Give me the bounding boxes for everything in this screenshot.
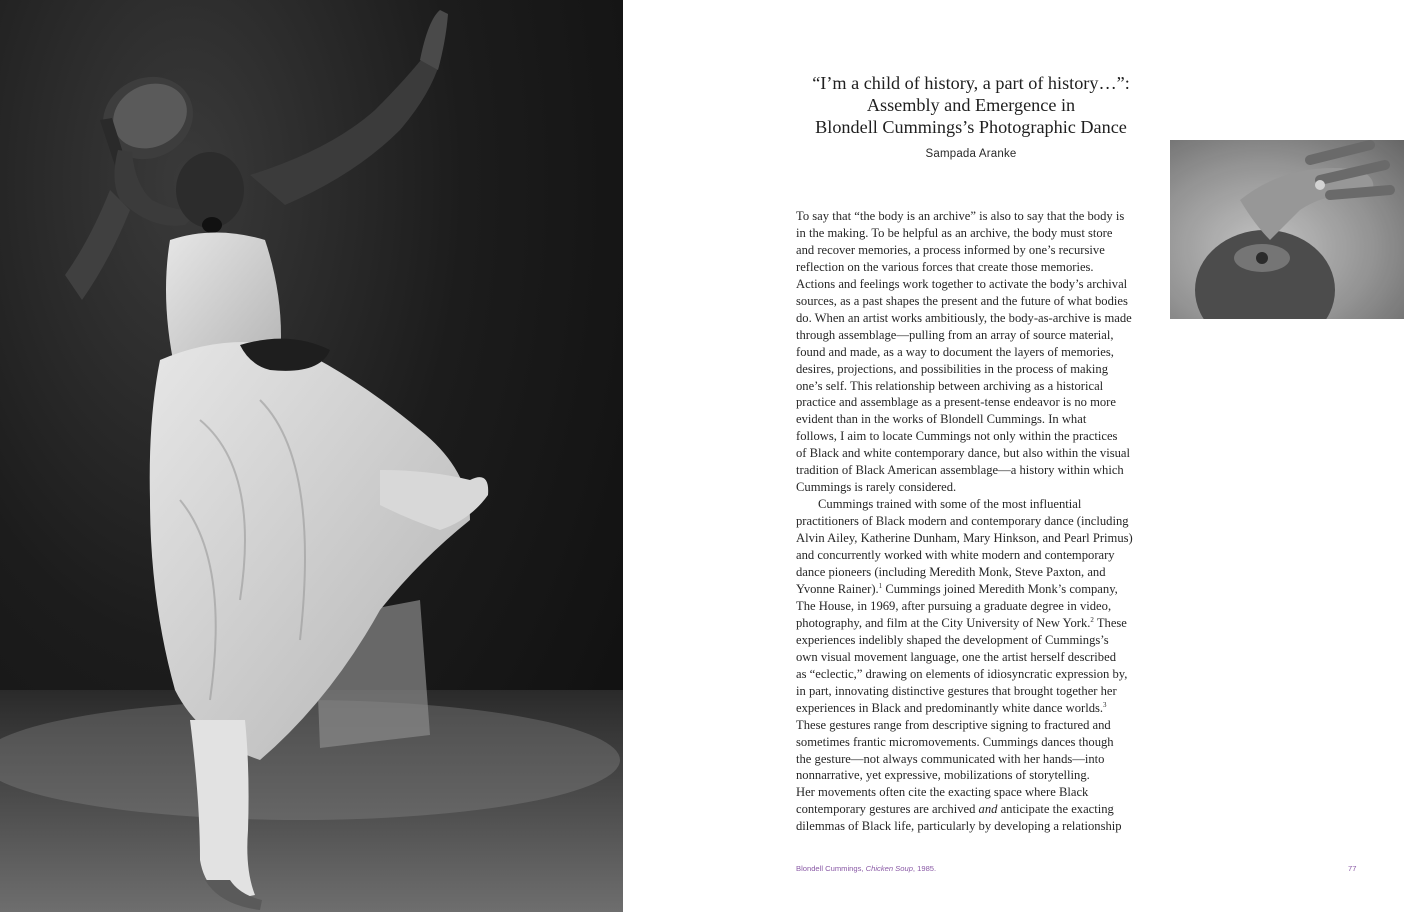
text-line: dilemmas of Black life, particularly by developing a relationship (796, 819, 1122, 834)
text-run: Yvonne Rainer). (796, 581, 879, 596)
page-number: 77 (1348, 864, 1357, 873)
text-line: sometimes frantic micromovements. Cummings dances though (796, 734, 1114, 749)
text-line: in the making. To be helpful as an archive, the body must store (796, 225, 1113, 240)
text-line: in part, innovating distinctive gestures that brought together her (796, 683, 1117, 698)
paragraph-2 (796, 496, 1151, 835)
text-line: nonnarrative, yet expressive, mobilizations of storytelling. (796, 768, 1090, 783)
text-line: follows, I aim to locate Cummings not only within the practices (796, 429, 1118, 444)
text-line: The House, in 1969, after pursuing a graduate degree in video, (796, 598, 1112, 613)
text-run: anticipate the exacting (997, 802, 1114, 817)
text-line: desires, projections, and possibilities in the process of making (796, 361, 1108, 376)
text-run: Cummings joined Meredith Monk’s company, (882, 581, 1118, 596)
title-line-1: “I’m a child of history, a part of history…”: (812, 73, 1130, 93)
caption-year: , 1985. (912, 864, 937, 873)
text-line: evident than in the works of Blondell Cummings. In what (796, 412, 1087, 427)
text-run: These (1093, 615, 1127, 630)
text-line: dance pioneers (including Meredith Monk, Steve Paxton, and (796, 565, 1106, 580)
footnote-1[interactable]: 1 (878, 581, 883, 590)
text-line: as “eclectic,” drawing on elements of idiosyncratic expression by, (796, 666, 1128, 681)
text-line: through assemblage—pulling from an array of source material, (796, 327, 1114, 342)
text-line: tradition of Black American assemblage—a history within which (796, 463, 1124, 478)
caption-work-title: Chicken Soup (865, 864, 913, 873)
dancer-photograph (0, 0, 623, 912)
face-illustration (1170, 140, 1404, 319)
text-line: sources, as a past shapes the present and the future of what bodies (796, 293, 1128, 308)
text-line: and concurrently worked with white modern and contemporary (796, 548, 1115, 563)
text-line: These gestures range from descriptive signing to fractured and (796, 717, 1111, 732)
text-line: own visual movement language, one the artist herself described (796, 649, 1116, 664)
text-line: one’s self. This relationship between archiving as a historical (796, 378, 1104, 393)
title-line-2: Assembly and Emergence in (866, 95, 1076, 115)
text-run: photography, and film at the City University of New York. (796, 615, 1091, 630)
article-title (790, 72, 1152, 138)
text-line: To say that “the body is an archive” is also to say that the body is (796, 209, 1125, 223)
text-line (796, 801, 1151, 818)
text-line: practitioners of Black modern and contemporary dance (including (796, 514, 1129, 529)
text-line: and recover memories, a process informed by one’s recursive (796, 242, 1105, 257)
text-line: Actions and feelings work together to activate the body’s archival (796, 276, 1128, 291)
caption-artist: Blondell Cummings, (796, 864, 866, 873)
paragraph-1 (796, 208, 1151, 496)
footnote-3[interactable]: 3 (1103, 700, 1107, 709)
emphasis: and (978, 802, 998, 817)
text-line: practice and assemblage as a present-tense endeavor is no more (796, 395, 1116, 410)
text-line (796, 581, 1151, 598)
text-line: Cummings trained with some of the most influential (818, 497, 1082, 512)
text-line: experiences indelibly shaped the development of Cummings’s (796, 632, 1109, 647)
title-line-3: Blondell Cummings’s Photographic Dance (815, 117, 1127, 137)
text-run: experiences in Black and predominantly white dance worlds. (796, 700, 1104, 715)
image-caption (796, 864, 936, 873)
text-line: reflection on the various forces that create those memories. (796, 259, 1094, 274)
dancer-illustration (0, 0, 623, 912)
text-line: of Black and white contemporary dance, but also within the visual (796, 446, 1130, 461)
text-line: Her movements often cite the exacting space where Black (796, 785, 1089, 800)
text-line: Alvin Ailey, Katherine Dunham, Mary Hinkson, and Pearl Primus) (796, 531, 1133, 546)
text-line: Cummings is rarely considered. (796, 480, 957, 495)
footnote-2[interactable]: 2 (1090, 615, 1094, 624)
author-name: Sampada Aranke (925, 148, 1017, 160)
text-line: do. When an artist works ambitiously, the body-as-archive is made (796, 310, 1132, 325)
text-line (796, 700, 1151, 717)
face-still-photograph (1170, 140, 1404, 319)
text-run: contemporary gestures are archived (796, 802, 979, 817)
text-line (796, 615, 1151, 632)
text-line: found and made, as a way to document the layers of memories, (796, 344, 1114, 359)
article-body (796, 208, 1151, 835)
text-line: the gesture—not always communicated with her hands—into (796, 751, 1105, 766)
